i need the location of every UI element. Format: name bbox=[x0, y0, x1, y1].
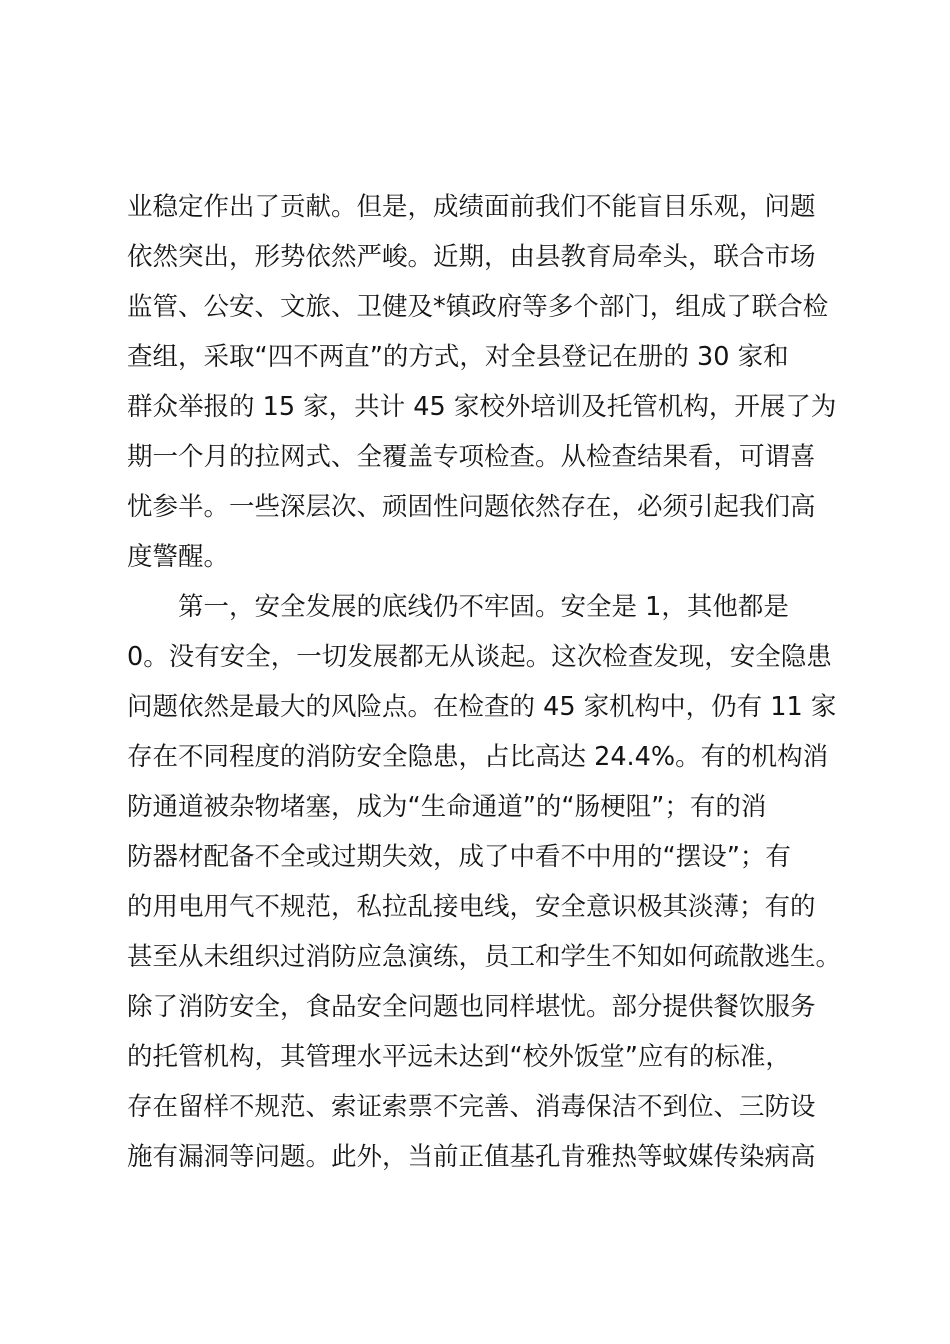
body-text bbox=[127, 182, 847, 1182]
text-line: 度警醒。 bbox=[127, 542, 230, 572]
text-line: 的托管机构，其管理水平远未达到“校外饭堂”应有的标准， bbox=[127, 1042, 791, 1072]
text-line: 防器材配备不全或过期失效，成了中看不中用的“摆设”；有 bbox=[127, 842, 791, 872]
text-line: 监管、公安、文旅、卫健及*镇政府等多个部门，组成了联合检 bbox=[127, 292, 829, 322]
text-line: 存在留样不规范、索证索票不完善、消毒保洁不到位、三防设 bbox=[127, 1092, 816, 1122]
text-line: 查组，采取“四不两直”的方式，对全县登记在册的 30 家和 bbox=[127, 342, 789, 372]
text-line: 期一个月的拉网式、全覆盖专项检查。从检查结果看，可谓喜 bbox=[127, 442, 816, 472]
text-line: 除了消防安全，食品安全问题也同样堪忧。部分提供餐饮服务 bbox=[127, 992, 816, 1022]
text-line: 的用电用气不规范，私拉乱接电线，安全意识极其淡薄；有的 bbox=[127, 892, 816, 922]
paragraph-start-line: 第一，安全发展的底线仍不牢固。安全是 1，其他都是 bbox=[127, 592, 789, 622]
text-line: 防通道被杂物堵塞，成为“生命通道”的“肠梗阻”；有的消 bbox=[127, 792, 767, 822]
text-line: 业稳定作出了贡献。但是，成绩面前我们不能盲目乐观，问题 bbox=[127, 192, 816, 222]
text-line: 忧参半。一些深层次、顽固性问题依然存在，必须引起我们高 bbox=[127, 492, 816, 522]
text-line: 问题依然是最大的风险点。在检查的 45 家机构中，仍有 11 家 bbox=[127, 692, 837, 722]
text-line: 群众举报的 15 家，共计 45 家校外培训及托管机构，开展了为 bbox=[127, 392, 837, 422]
text-line: 0。没有安全，一切发展都无从谈起。这次检查发现，安全隐患 bbox=[127, 642, 832, 672]
text-line: 依然突出，形势依然严峻。近期，由县教育局牵头，联合市场 bbox=[127, 242, 816, 272]
text-line: 施有漏洞等问题。此外，当前正值基孔肯雅热等蚊媒传染病高 bbox=[127, 1142, 816, 1172]
text-line: 甚至从未组织过消防应急演练，员工和学生不知如何疏散逃生。 bbox=[127, 942, 842, 972]
text-line: 存在不同程度的消防安全隐患，占比高达 24.4%。有的机构消 bbox=[127, 742, 829, 772]
